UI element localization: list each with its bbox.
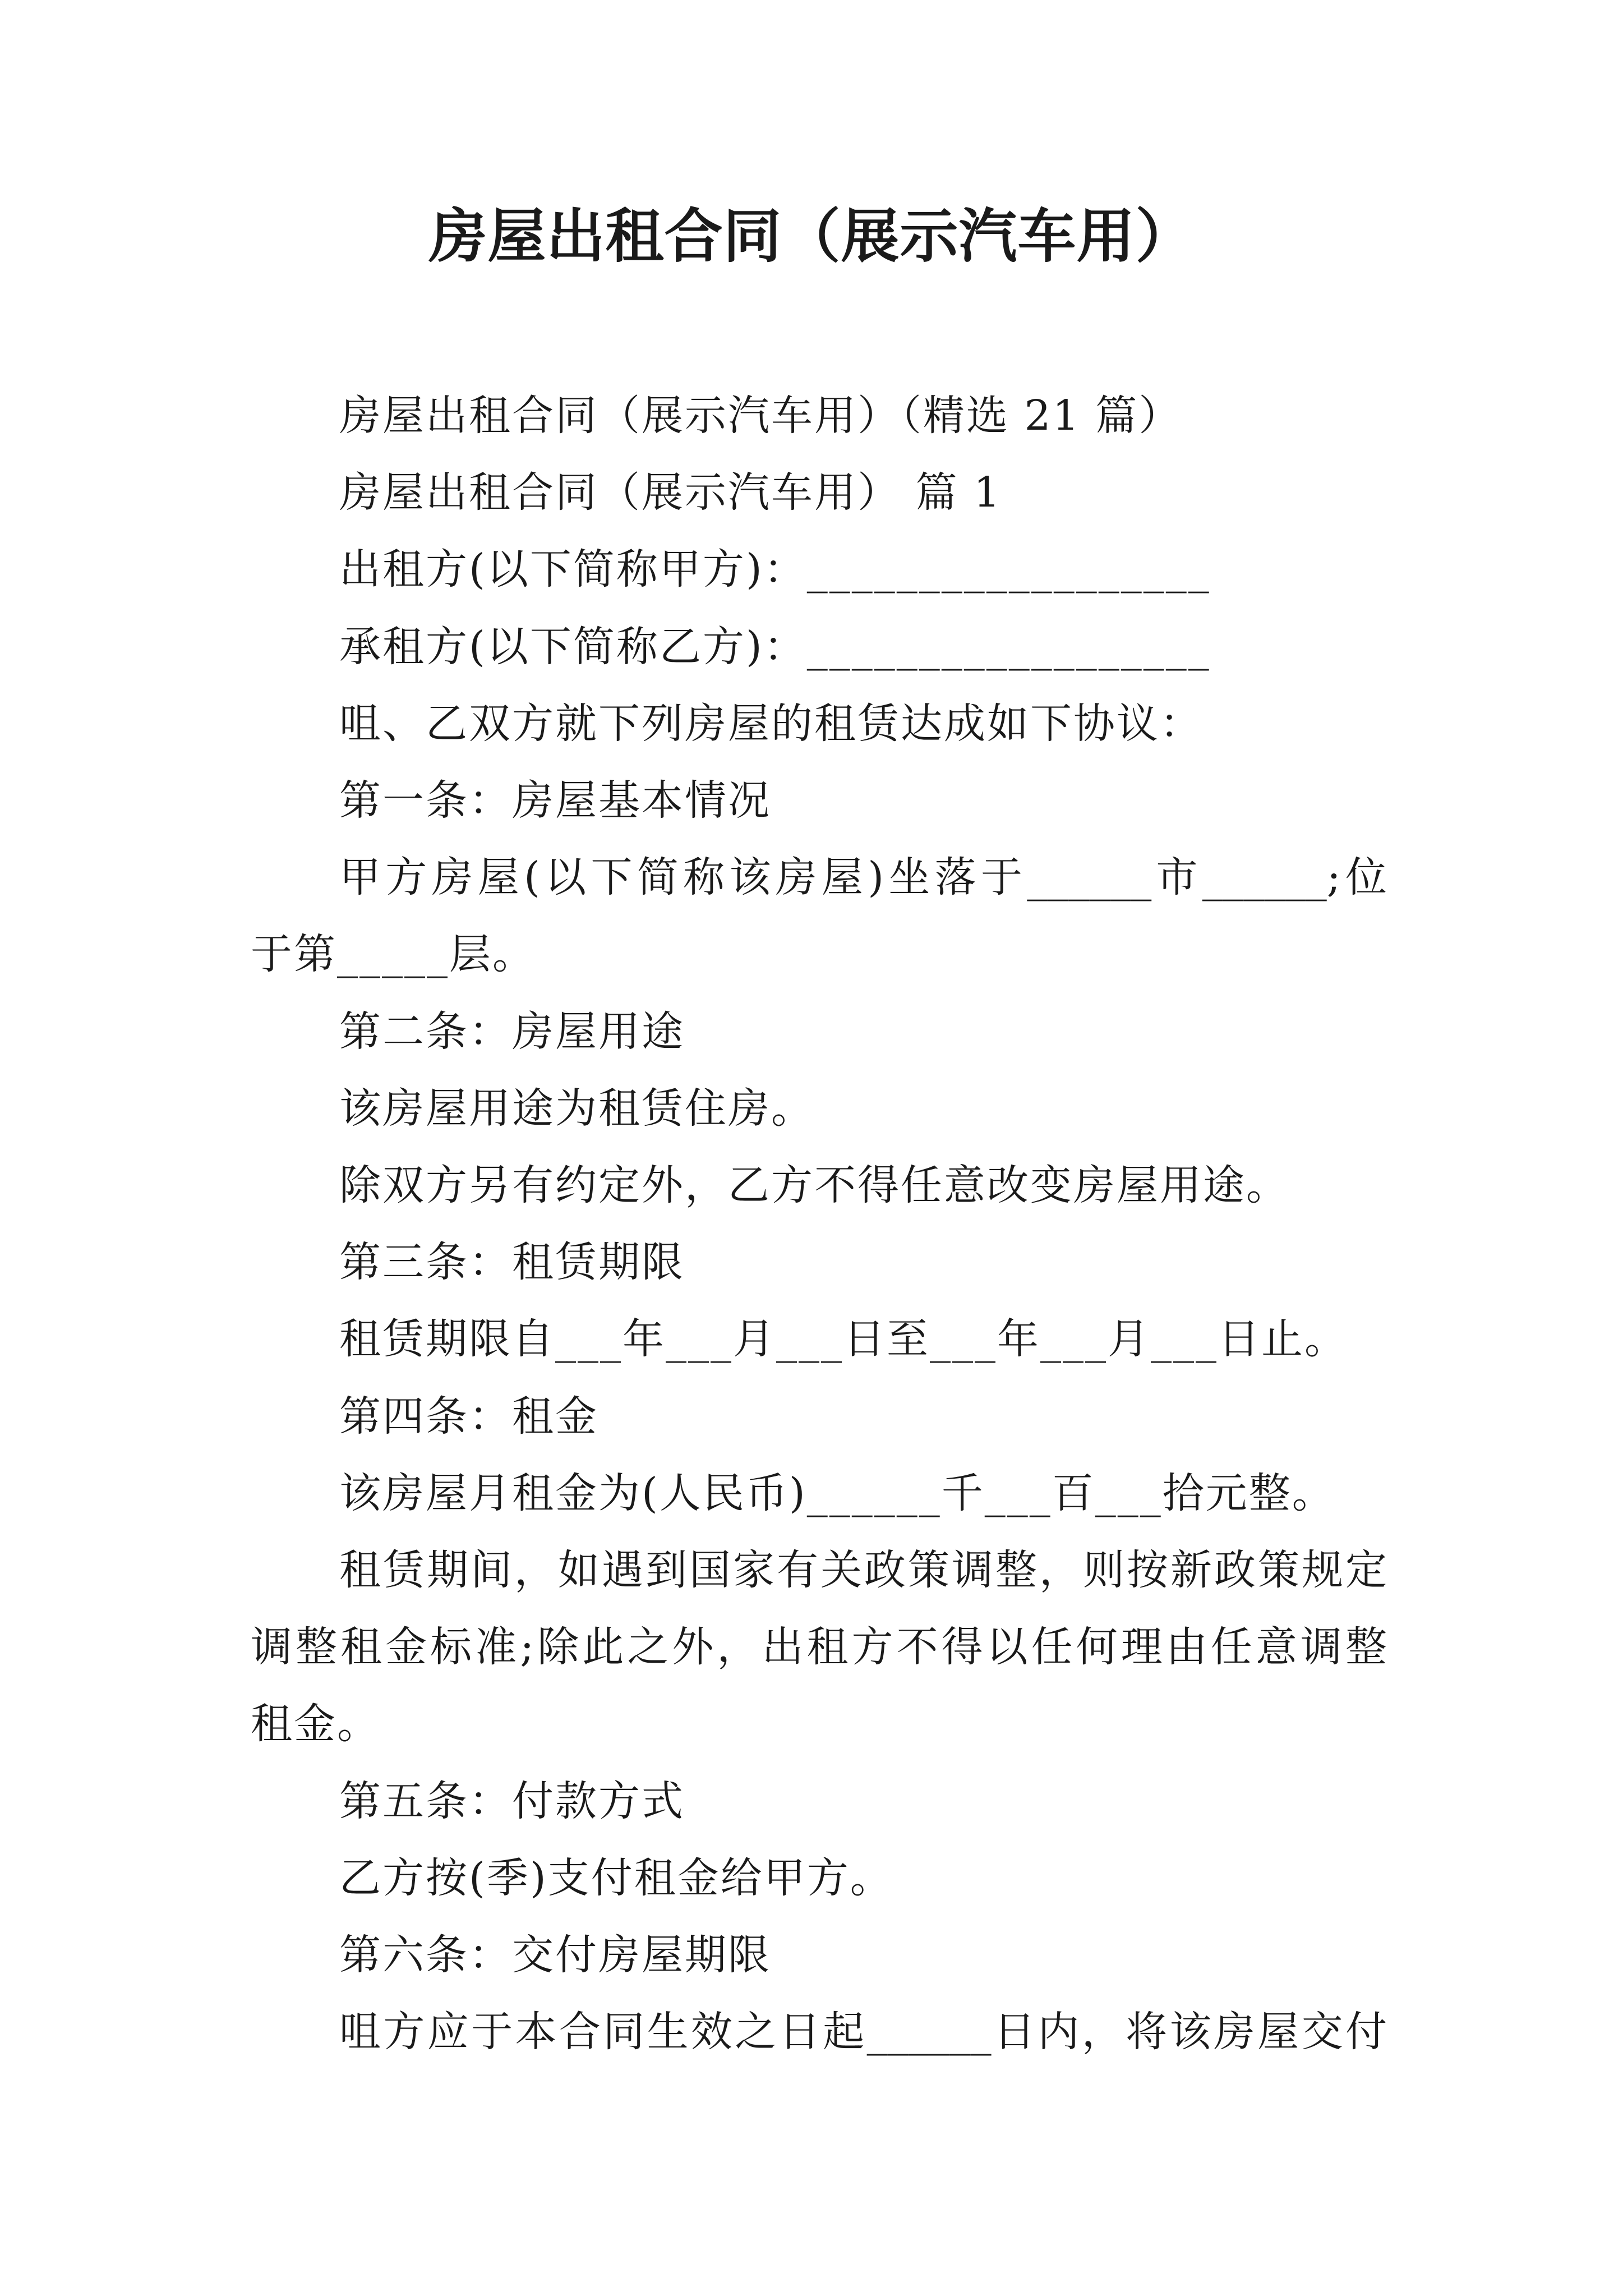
collection-heading: 房屋出租合同（展示汽车用）（精选 21 篇） <box>339 392 1182 440</box>
lessor-field: 出租方(以下简称甲方)：__________________ <box>339 545 1211 593</box>
lessee-field: 承租方(以下简称乙方)：__________________ <box>339 623 1211 671</box>
clause-6-heading: 第六条：交付房屋期限 <box>339 1931 771 1979</box>
clause-1-text-line: 甲方房屋(以下简称该房屋)坐落于______市______;位 <box>339 853 1387 901</box>
clause-3-heading: 第三条：租赁期限 <box>339 1238 685 1286</box>
clause-2-text: 该房屋用途为租赁住房。 <box>339 1084 814 1133</box>
clause-2-text: 除双方另有约定外，乙方不得任意改变房屋用途。 <box>339 1161 1289 1209</box>
clause-2-heading: 第二条：房屋用途 <box>339 1007 685 1056</box>
clause-4-text: 该房屋月租金为(人民币)______千___百___拾元整。 <box>339 1469 1335 1517</box>
clause-1-text-line: 于第_____层。 <box>251 930 536 978</box>
clause-3-text: 租赁期限自___年___月___日至___年___月___日止。 <box>339 1315 1348 1363</box>
clause-4-text-line: 调整租金标准;除此之外，出租方不得以任何理由任意调整 <box>251 1623 1387 1671</box>
clause-4-text-line: 租赁期间，如遇到国家有关政策调整，则按新政策规定 <box>339 1546 1387 1594</box>
document-title: 房屋出租合同（展示汽车用） <box>428 201 1195 270</box>
clause-4-text-line: 租金。 <box>251 1700 380 1748</box>
clause-5-text: 乙方按(季)支付租金给甲方。 <box>339 1854 893 1902</box>
clause-5-heading: 第五条：付款方式 <box>339 1777 685 1825</box>
article-heading: 房屋出租合同（展示汽车用） 篇 1 <box>339 468 1002 517</box>
clause-1-heading: 第一条：房屋基本情况 <box>339 776 771 825</box>
clause-6-text-line: 咀方应于本合同生效之日起______日内，将该房屋交付 <box>339 2008 1387 2056</box>
clause-4-heading: 第四条：租金 <box>339 1392 598 1441</box>
agreement-intro: 咀、乙双方就下列房屋的租赁达成如下协议： <box>339 700 1203 748</box>
